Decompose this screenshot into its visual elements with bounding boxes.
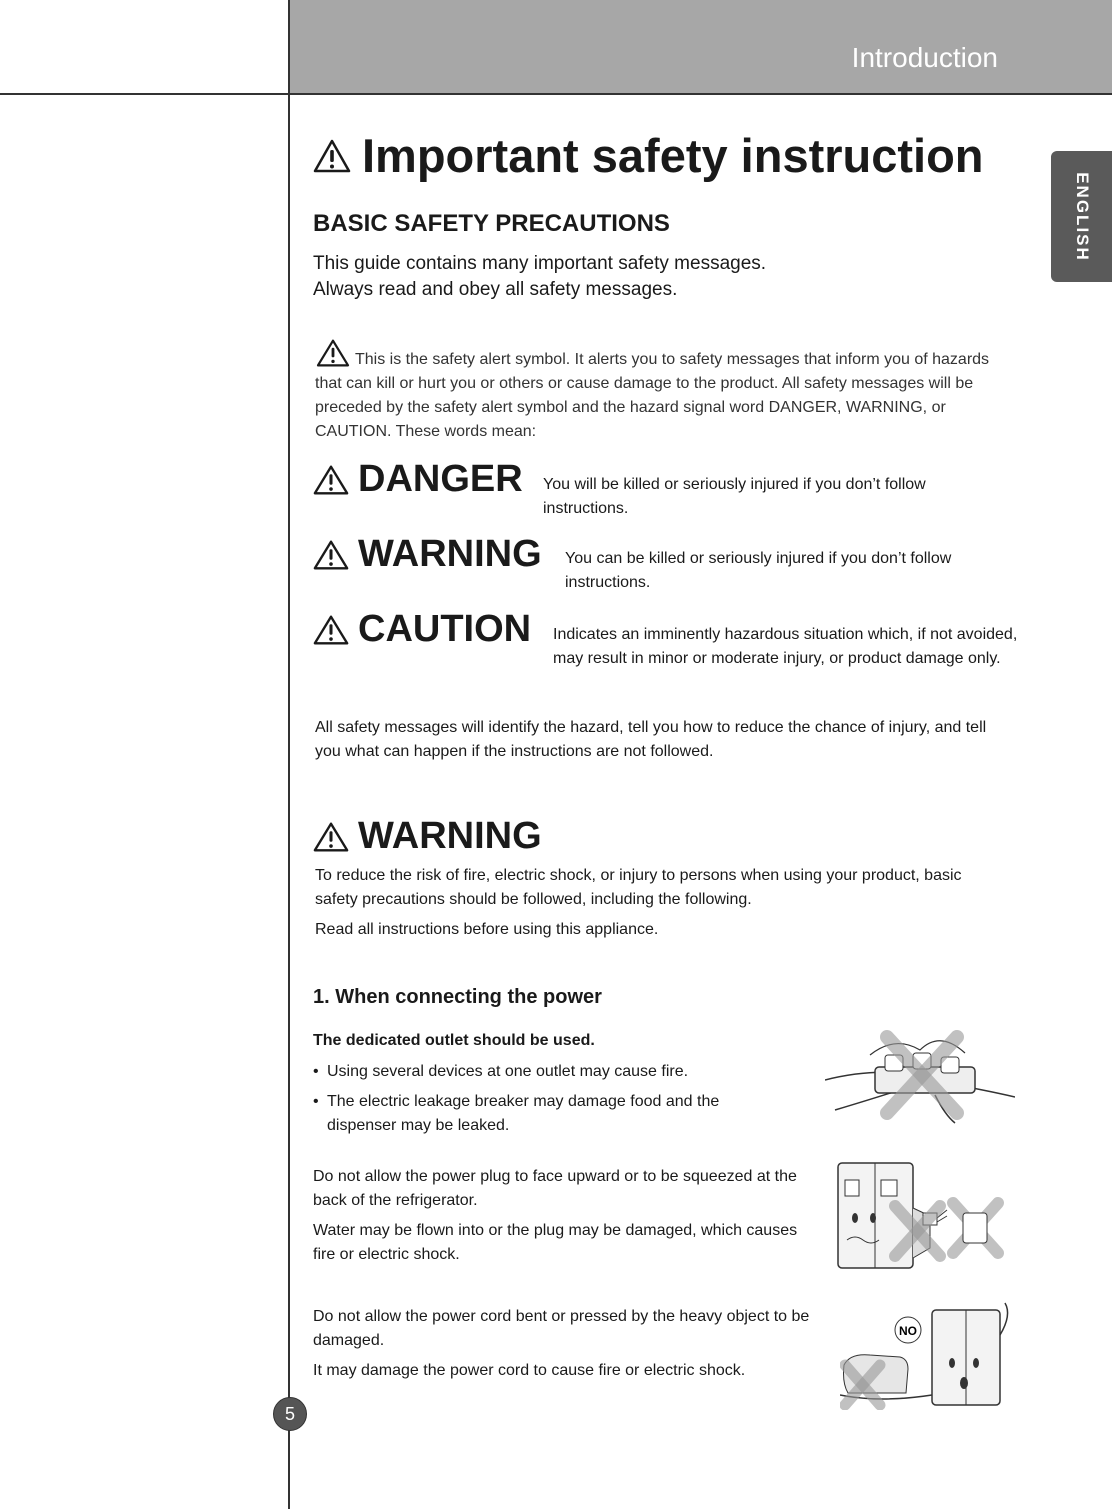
page-title-text: Important safety instruction [362,129,984,182]
plug-paragraph: Do not allow the power plug to face upward or to be squeezed at the back of the refrigerator. [313,1168,797,1209]
alert-symbol-text: This is the safety alert symbol. It alerts you to safety messages that inform you of hazards that can kill or hurt you or others or cause damage to the product. All safety messages will be preceded by the safety alert symbol and the hazard signal word DANGER, WARNING, or CAUTION. These words mean: [315,351,990,440]
cord-consequence: It may damage the power cord to cause fire or electric shock. [313,1362,746,1379]
cord-pressed-illustration [840,1295,1020,1410]
section-header: Introduction [851,42,998,73]
danger-signal [312,458,523,501]
multi-plug-illustration [825,1025,1015,1130]
caution-description: Indicates an imminently hazardous situation which, if not avoided, may result in minor or moderate injury, or product damage only. [553,626,1018,667]
page-number: 5 [273,1397,307,1431]
warning-triangle-icon [312,820,350,854]
warning-block-word: WARNING [358,815,542,857]
intro-text [313,251,913,303]
header-rule [0,93,1112,95]
warning-block-heading [312,815,542,858]
warning-triangle-icon [312,138,352,174]
page-title [312,128,984,183]
language-tab-label: ENGLISH [1072,171,1092,262]
caution-signal [312,608,531,651]
warning-triangle-icon [312,613,350,647]
warning-triangle-icon [312,463,350,497]
danger-description: You will be killed or seriously injured if you don’t follow instructions. [543,476,926,517]
caution-word: CAUTION [358,608,532,650]
warning-word: WARNING [358,533,542,575]
bullet-item: • The electric leakage breaker may damage food and the dispenser may be leaked. [313,1090,793,1138]
warning-signal [312,533,542,576]
language-tab [1051,151,1112,282]
bullet-item: • Using several devices at one outlet may cause fire. [313,1060,793,1084]
warning-triangle-icon [315,338,351,368]
intro-line-2: Always read and obey all safety messages. [313,279,678,300]
margin-rule [288,0,290,1509]
basic-heading: BASIC SAFETY PRECAUTIONS [313,210,670,237]
warning-block-text: To reduce the risk of fire, electric shock, or injury to persons when using your product, basic safety precautions should be followed, including the following. [315,867,962,908]
section-title: 1. When connecting the power [313,986,602,1008]
danger-word: DANGER [358,458,523,500]
warning-description: You can be killed or seriously injured if you don’t follow instructions. [565,550,952,591]
alert-symbol-paragraph [315,338,1015,444]
warning-triangle-icon [312,538,350,572]
fridge-plug-illustration [835,1158,1015,1273]
outlet-bullets [313,1060,793,1138]
no-badge: NO [899,1324,917,1338]
intro-line-1: This guide contains many important safety messages. [313,253,767,274]
dedicated-outlet-heading: The dedicated outlet should be used. [313,1032,595,1049]
cord-paragraph: Do not allow the power cord bent or pressed by the heavy object to be damaged. [313,1308,810,1349]
warning-block-read: Read all instructions before using this appliance. [315,921,659,938]
plug-consequence: Water may be flown into or the plug may be damaged, which causes fire or electric shock. [313,1222,798,1263]
all-safety-paragraph: All safety messages will identify the hazard, tell you how to reduce the chance of injury, and tell you what can happen if the instructions are not followed. [315,719,987,760]
